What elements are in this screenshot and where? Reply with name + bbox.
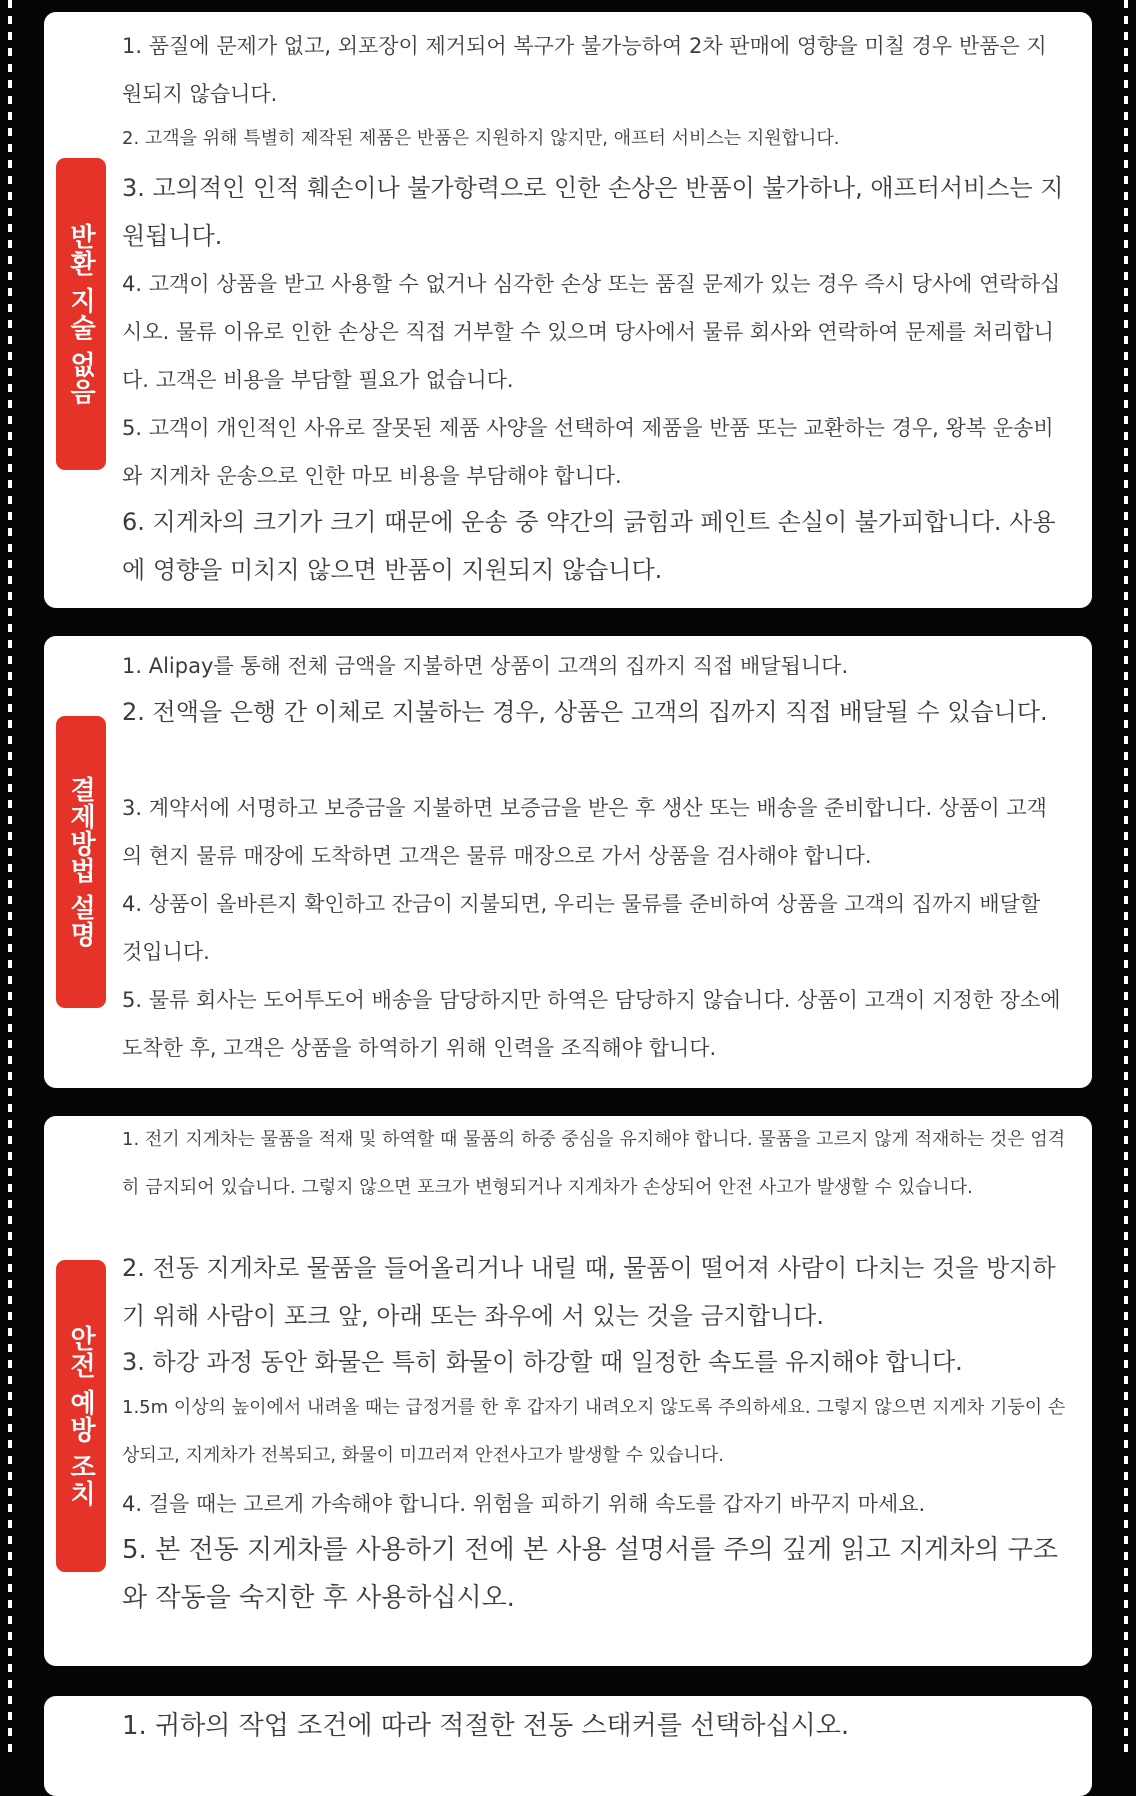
payment-item-4: 4. 상품이 올바른지 확인하고 잔금이 지불되면, 우리는 물류를 준비하여 상품을 고객의 집까지 배달할 것입니다. [122, 892, 1041, 964]
safety-item-2: 2. 전동 지게차로 물품을 들어올리거나 내릴 때, 물품이 떨어져 사람이 다치는 것을 방지하기 위해 사람이 포크 앞, 아래 또는 좌우에 서 있는 것을 금지합니다. [122, 1254, 1056, 1330]
returns-item-6: 6. 지게차의 크기가 크기 때문에 운송 중 약간의 긁힘과 페인트 손실이 불가피합니다. 사용에 영향을 미치지 않으면 반품이 지원되지 않습니다. [122, 508, 1056, 584]
safety-precautions-tag-label: 안전 예방 조치 [65, 1324, 96, 1508]
safety-precautions-card [44, 1116, 1092, 1666]
returns-policy-card [44, 12, 1092, 608]
returns-item-4: 4. 고객이 상품을 받고 사용할 수 없거나 심각한 손상 또는 품질 문제가 있는 경우 즉시 당사에 연락하십시오. 물류 이유로 인한 손상은 직접 거부할 수 있으며 당사에서 물류 회사와 연락하여 문제를 처리합니다. 고객은 비용을 부담할 필요가 없습니다. [122, 272, 1061, 392]
returns-policy-tag-label: 반환 지술 없음 [65, 222, 96, 406]
safety-item-3-detail: 1.5m 이상의 높이에서 내려올 때는 급정거를 한 후 갑자기 내려오지 않도록 주의하세요. 그렇지 않으면 지게차 기둥이 손상되고, 지게차가 전복되고, 화물이 미끄러져 안전사고가 발생할 수 있습니다. [122, 1397, 1066, 1466]
returns-item-2: 2. 고객을 위해 특별히 제작된 제품은 반품은 지원하지 않지만, 애프터 서비스는 지원합니다. [122, 128, 840, 149]
returns-item-3: 3. 고의적인 인적 훼손이나 불가항력으로 인한 손상은 반품이 불가하나, 애프터서비스는 지원됩니다. [122, 174, 1064, 250]
payment-item-5: 5. 물류 회사는 도어투도어 배송을 담당하지만 하역은 담당하지 않습니다. 상품이 고객이 지정한 장소에 도착한 후, 고객은 상품을 하역하기 위해 인력을 조직해야 합니다. [122, 988, 1061, 1060]
returns-item-5: 5. 고객이 개인적인 사유로 잘못된 제품 사양을 선택하여 제품을 반품 또는 교환하는 경우, 왕복 운송비와 지게차 운송으로 인한 마모 비용을 부담해야 합니다. [122, 416, 1054, 488]
safety-item-5: 5. 본 전동 지게차를 사용하기 전에 본 사용 설명서를 주의 깊게 읽고 지게차의 구조와 작동을 숙지한 후 사용하십시오. [122, 1535, 1058, 1613]
payment-item-1: 1. Alipay를 통해 전체 금액을 지불하면 상품이 고객의 집까지 직접 배달됩니다. [122, 654, 849, 678]
right-dashed-border [1124, 0, 1128, 1758]
safety-item-3: 3. 하강 과정 동안 화물은 특히 화물이 하강할 때 일정한 속도를 유지해야 합니다. [122, 1348, 963, 1376]
payment-method-tag-label: 결제방법 설명 [65, 775, 96, 949]
selection-item-1: 1. 귀하의 작업 조건에 따라 적절한 전동 스태커를 선택하십시오. [122, 1711, 850, 1741]
payment-method-card [44, 636, 1092, 1088]
returns-item-1: 1. 품질에 문제가 없고, 외포장이 제거되어 복구가 불가능하여 2차 판매에 영향을 미칠 경우 반품은 지원되지 않습니다. [122, 34, 1047, 106]
returns-policy-tag [56, 158, 106, 470]
selection-guide-card [44, 1696, 1092, 1796]
payment-method-tag [56, 716, 106, 1008]
payment-item-3: 3. 계약서에 서명하고 보증금을 지불하면 보증금을 받은 후 생산 또는 배송을 준비합니다. 상품이 고객의 현지 물류 매장에 도착하면 고객은 물류 매장으로 가서 상품을 검사해야 합니다. [122, 796, 1047, 868]
payment-item-2: 2. 전액을 은행 간 이체로 지불하는 경우, 상품은 고객의 집까지 직접 배달될 수 있습니다. [122, 698, 1048, 726]
safety-item-4: 4. 걸을 때는 고르게 가속해야 합니다. 위험을 피하기 위해 속도를 갑자기 바꾸지 마세요. [122, 1492, 926, 1516]
left-dashed-border [8, 0, 12, 1758]
safety-item-1: 1. 전기 지게차는 물품을 적재 및 하역할 때 물품의 하중 중심을 유지해야 합니다. 물품을 고르지 않게 적재하는 것은 엄격히 금지되어 있습니다. 그렇지 않으면 포크가 변형되거나 지게차가 손상되어 안전 사고가 발생할 수 있습니다. [122, 1129, 1066, 1198]
safety-precautions-tag [56, 1260, 106, 1572]
